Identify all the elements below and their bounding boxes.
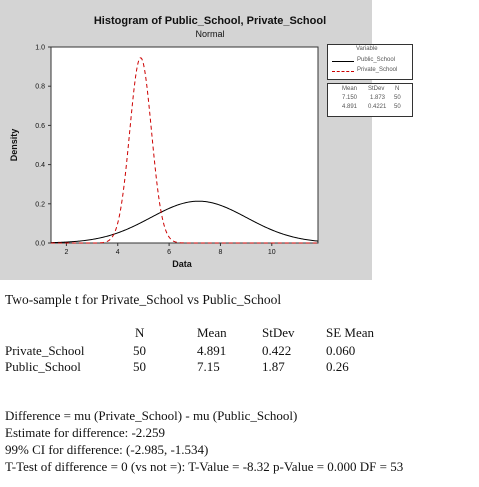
ttest-line: T-Test of difference = 0 (vs not =): T-Value = -8.32 p-Value = 0.000 DF = 53 <box>5 459 404 474</box>
col-header-se-mean: SE Mean <box>326 325 375 340</box>
histogram-chart <box>0 0 372 280</box>
x-tick-label: 6 <box>167 249 172 256</box>
stats-public-stdev: 1.873 <box>370 95 386 101</box>
row-public-se: 0.26 <box>326 359 349 374</box>
stats-header-mean: Mean <box>342 86 358 92</box>
col-header-mean: Mean <box>197 325 227 340</box>
row-public-stdev: 1.87 <box>262 359 285 374</box>
row-private-mean: 4.891 <box>197 343 227 358</box>
chart-subtitle: Normal <box>195 29 225 39</box>
y-tick-label: 0.8 <box>35 83 45 91</box>
estimate-line: Estimate for difference: -2.259 <box>5 425 166 440</box>
legend-header: Variable <box>356 46 378 52</box>
y-tick-label: 1.0 <box>35 44 45 52</box>
stats-header-stdev: StDev <box>368 86 385 92</box>
stats-private-mean: 4.891 <box>342 104 358 110</box>
legend <box>327 44 413 80</box>
y-axis-label: Density <box>9 128 19 162</box>
y-tick-label: 0.0 <box>35 240 45 248</box>
difference-line: Difference = mu (Private_School) - mu (Public_School) <box>5 408 298 423</box>
results-heading: Two-sample t for Private_School vs Public_School <box>5 292 282 307</box>
legend-stats <box>327 83 413 117</box>
stats-private-n: 50 <box>394 104 401 110</box>
stats-public-mean: 7.150 <box>342 95 358 101</box>
row-public-n: 50 <box>133 359 146 374</box>
stats-private-stdev: 0.4221 <box>368 104 387 110</box>
y-tick-label: 0.4 <box>35 162 45 170</box>
stats-header-n: N <box>395 86 400 92</box>
legend-swatch-private <box>332 71 354 72</box>
col-header-stdev: StDev <box>262 325 295 340</box>
row-public-mean: 7.15 <box>197 359 220 374</box>
legend-entry-public: Public_School <box>357 57 396 63</box>
legend-entry-private: Private_School <box>357 67 398 73</box>
x-tick-label: 2 <box>64 249 69 256</box>
ci-line: 99% CI for difference: (-2.985, -1.534) <box>5 442 209 457</box>
row-private-stdev: 0.422 <box>262 343 292 358</box>
row-public-name: Public_School <box>5 359 81 374</box>
x-tick-label: 8 <box>218 249 223 256</box>
chart-title: Histogram of Public_School, Private_School <box>93 15 327 27</box>
x-tick-label: 4 <box>115 249 120 256</box>
plot-area <box>51 47 318 243</box>
stats-public-n: 50 <box>394 95 401 101</box>
legend-swatch-public <box>332 61 354 62</box>
row-private-n: 50 <box>133 343 146 358</box>
x-tick-label: 10 <box>267 249 276 256</box>
y-tick-label: 0.6 <box>35 122 45 130</box>
x-axis-label: Data <box>172 259 192 269</box>
row-private-name: Private_School <box>5 343 85 358</box>
row-private-se: 0.060 <box>326 343 356 358</box>
chart-panel <box>0 0 401 280</box>
col-header-n: N <box>135 325 145 340</box>
y-tick-label: 0.2 <box>35 201 45 209</box>
